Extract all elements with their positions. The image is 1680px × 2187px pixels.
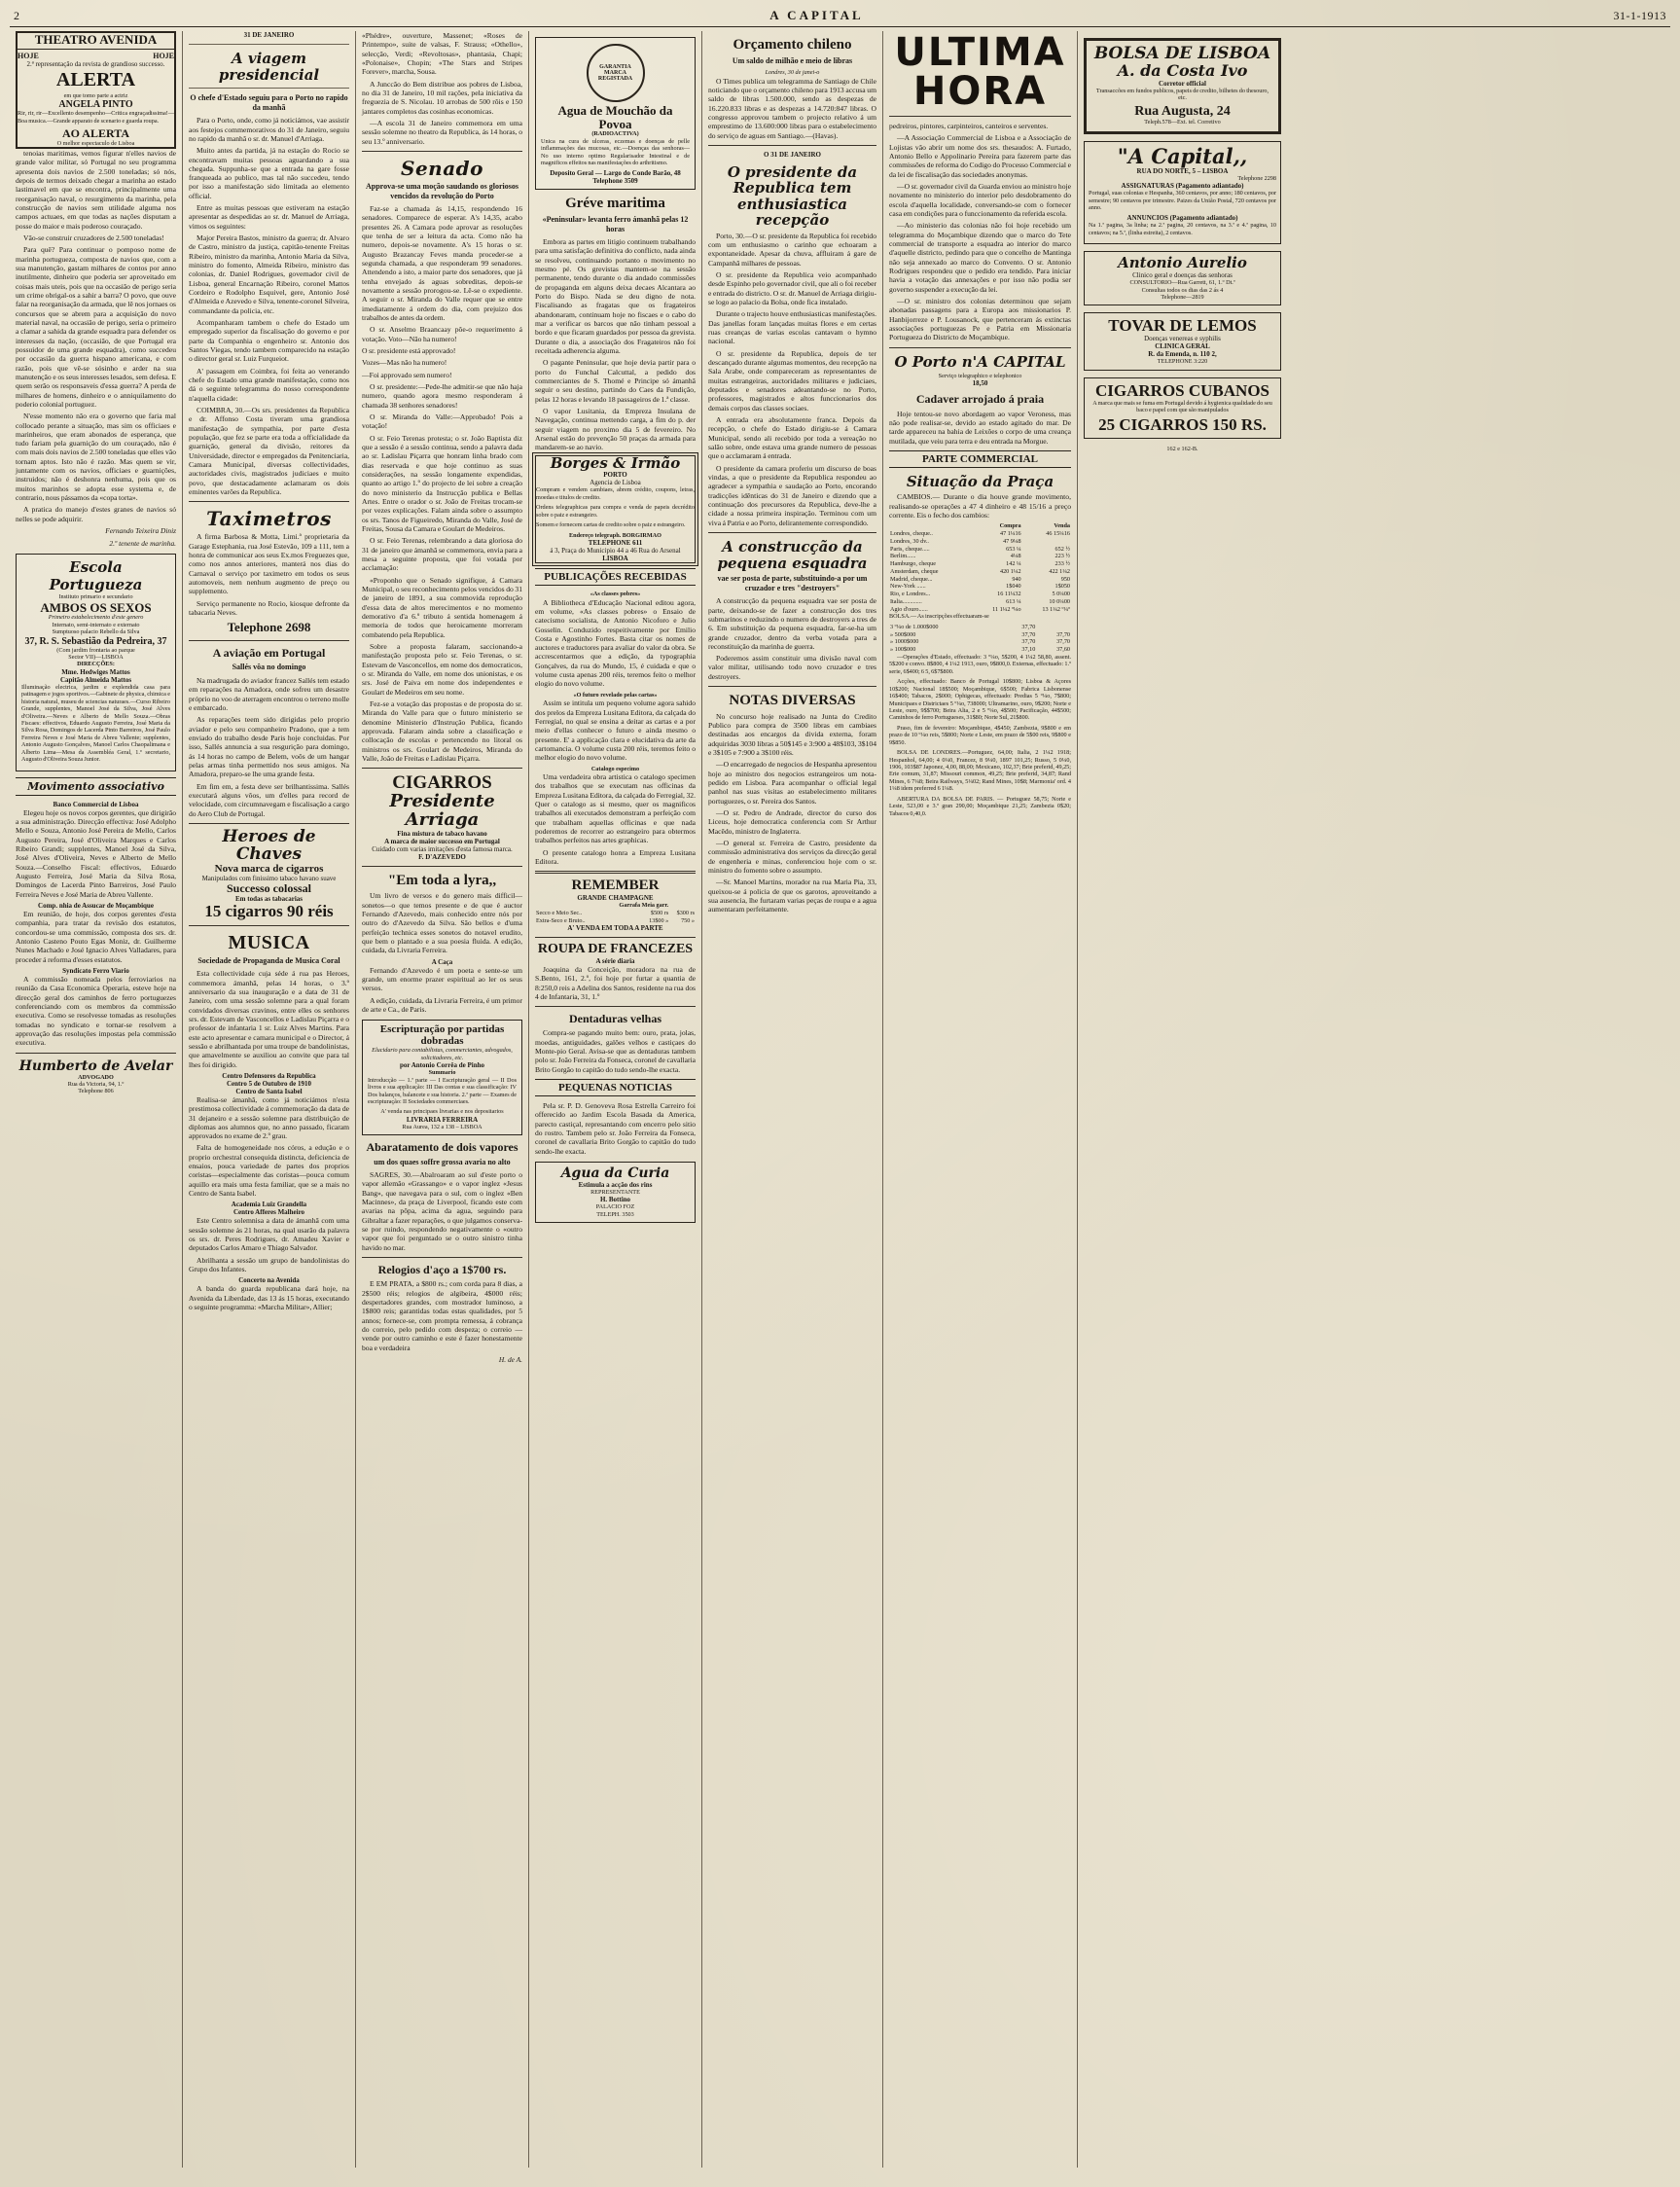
senado-p5: —Foi approvado sem numero!	[362, 370, 452, 379]
table-row: New-York ...... 1$040 1$050	[890, 583, 1070, 591]
col1-signature: Fernando Teixeira Diniz	[105, 526, 176, 536]
situacao-p1: CAMBIOS.— Durante o dia houve grande movimento, realisando-se operações a 47 4 dinheiro e 48 15/16 a preço corrente. Eis o fecho dos cambios:	[889, 492, 1071, 520]
theatro-cast-line: em que tomo parte a actriz	[63, 91, 128, 99]
curia-claim: Estimula a acção dos rins	[578, 1180, 653, 1189]
capital-ad-subs-text: Portugal, suas colonias e Hespanha, 360 centavos, por anno; 180 centavos, por semestre; 90 centavos por trimestre. Paizes da União Postal, 720 centavos por anno.	[1089, 190, 1276, 211]
ad-agua-curia[interactable]	[535, 1162, 696, 1223]
ad-cigarros-cubanos[interactable]	[1084, 377, 1281, 440]
lyra-title: "Em toda a lyra,,	[387, 872, 497, 888]
presidente-p5: A entrada era absolutamente franca. Depois da recepção, o chefe do Estado dirigiu-se á Camara Municipal, sendo ali recebido por toda a vereação no salão sobre, onde estava uma grande numero de pessoas que o acclamaram á entrada.	[708, 415, 876, 461]
capital-ad-telephone: Telephone 2298	[1237, 174, 1276, 182]
greve-maritima-title: Gréve maritima	[565, 196, 665, 212]
orcamento-p2: O Times publica um telegramma de Santiago de Chile noticiando que o orçamento chileno para 1913 accusa um saldo de libras 1.500.000, sendo as despezas de 16.220.833 libras e as despezas a 14.720:847 libras. O congresso approvou tambem o projecto relativo á um emprestimo de 13.600:000 libras para o estabelecimento do serviço de aguas em Santiago.—(Havas).	[708, 76, 876, 140]
bolsa-lisboa-title: BOLSA DE LISBOA	[1093, 44, 1271, 63]
greve-p3: O vapor Lusitania, da Empreza Insulana de Navegação, continua mettendo carga, a fim do p. der seguir viagem no proximo dia 5 de fevereiro. No Arsenal estão do prevenção 50 praças da armada para mandarem-se ao navio.	[535, 407, 696, 452]
column-1	[10, 31, 183, 2168]
escripturacao-publisher: LIVRARIA FERREIRA	[406, 1115, 479, 1124]
relogios-title: Relogios d'aço a 1$700 rs.	[377, 1263, 507, 1277]
afferes-p2: Abrilhanta a sessão um grupo de bandolinistas do Grupo dos Infantes.	[189, 1255, 349, 1274]
banco-commercial-text: Elegeu hoje os novos corpos gerentes, que dirigirão a sua administração. Direcção effectiva: José Adolpho Mello e Souza, Antonio José Pereira de Mello, Carlos Augusto Pereira, José d'Oliveira Marques e Carlos Ribeiro Grandi; supplentes, Manoel José da Silva, José Alves d'Oliveira, Neves e Alberto de Mello Souza.—Conselho Fiscal: effectivos, Eduardo Augusto Ferreira, José Maria da Silva Rosa, Domingos de Lacerda Pinto Barreiros, José Paulo Ferreira Neves e José Maria de Abreu Vallente.	[16, 807, 176, 899]
roupa-francezes-title: ROUPA DE FRANCEZES	[537, 942, 694, 957]
cigarros-warning: Cuidado com varias imitações d'esta famosa marca.	[372, 844, 513, 853]
page-number: 2	[14, 8, 20, 22]
senado-p8: O sr. Feio Terenas protesta; o sr. João Baptista diz que a sessão é a sessão continua, sendo a palavra dada ao sr. Ladislau Piçarra que honram linha brado com dias reservada e que hoje continuo as suas considerações, na sessão longamente expendidas, quanto ao artigo 1.º do projecto de lei sobre a creação do novo ministerio da Instrucção publica e Bellas Artes. Entre o orador o sr. João de Freitas trocam-se por vezes explicações. Falam ainda sobre o assumpto os srs. Tanos de Figueiredo, Miranda do Valle, José de Freitas, Sousa da Camara e Goulart de Medeiros.	[362, 433, 522, 533]
mouchao-seal-icon: GARANTIA MARCA REGISTADA	[587, 44, 645, 102]
viagem-presidencial-sub: O chefe d'Estado seguiu para o Porto no rapido da manhã	[190, 93, 348, 112]
lyra-sub: A Caça	[431, 957, 453, 966]
col3-top-text: «Phédre», ouverture, Massenet; «Roses de Printempo», suite de valsas, F. Strauss; «Othello», selecção, Verdi; «Revoltosas», phantasia, Chapi; «Polonaise», Chopin; «The Stars and Stripes Forever», marcha, Sousa.	[362, 31, 522, 77]
theatro-title: THEATRO AVENIDA	[18, 33, 174, 50]
bolsa-table	[889, 624, 1071, 654]
borges-address: á 3, Praça do Municipio 44 a 46 Rua do Arsenal	[550, 547, 681, 556]
senado-p12: Fez-se a votação das propostas e de proposta do sr. Miranda do Valle para que o futuro ministerio se denomine Ministerio d'Instrução Publica, ficando approvada. Falaram ainda sobre a classificação e collocação de escolas e pertencendo no litoral os ministros os srs. Goulart de Medeiros, Miranda do Valle, João de Freitas e Ladislau Piçarra.	[362, 699, 522, 763]
table-row: » 100$000 37,10 37,60	[890, 646, 1070, 654]
cadaver-title: Cadaver arrojado á praia	[915, 392, 1045, 407]
remember-sub: GRANDE CHAMPAGNE	[577, 894, 654, 902]
bolsa-label: BOLSA.— As inscripções effectuaram-se	[889, 613, 989, 621]
ultima-p1: pedreiros, pintores, carpinteiros, canteiros e serventes.	[889, 122, 1049, 130]
escola-sub1: Instituto primario e secundario	[58, 593, 133, 601]
column-6	[883, 31, 1078, 2168]
orcamento-sub: Um saldo de milhão e meio de libras	[732, 55, 853, 65]
musica-title: MUSICA	[228, 931, 310, 953]
col1-article-p2: Vão-se construir cruzadores de 2.500 toneladas!	[23, 233, 164, 242]
aurelio-office: CONSULTORIO—Rua Garrett, 61, 1.º Dt.ª	[1129, 279, 1235, 287]
situacao-p3: Acções, effectuado: Banco de Portugal 10$800; Lisboa & Açores 10$200; Nacional 18$500; Moçambique, 6$500; Fabrica Lisbonense 16$400; Tabacos, 2$000; Ophigecas, effectuado: Predias 5 º¼o, 7$800; Municipaes e Districtaes 5 º¼o, 738000; Ultramarino, ouro, 9$200; Norte e Leste, ouro, 9$$700; Beira Alta, 2 e 5 º¼o, 4$500; Pacificação, 44$500; Caminhos de ferro Portugueses, 31$80; Norte Sul, 21$800.	[889, 678, 1071, 722]
borges-p2: Ordens telegraphicas para compra e venda de papeis decrédito sobre o paiz e estrangeiro.	[536, 504, 695, 519]
taximetros-title: Taximetros	[206, 507, 332, 531]
presidente-p1: Porto, 30.—O sr. presidente da Republica foi recebido com um enthusiasmo o carinho que echoaram a expontaneidade. Apesar da chuva, affluiram á gare de Campanhã milhares de pessoas.	[708, 231, 876, 268]
heroes-chaves-price: 15 cigarros 90 réis	[204, 901, 334, 920]
col1-article-p5: A pratica do manejo d'estes granes de navios só nelles se pode adquirir.	[16, 505, 176, 523]
escola-dir-head: DIRECÇÕES:	[77, 661, 115, 668]
abalroamento-title: Abaratamento de dois vapores	[366, 1140, 518, 1155]
curia-rep-name: H. Bottino	[599, 1196, 631, 1204]
remember-row-2-price1: 13$00 »	[649, 916, 669, 924]
notas-diversas-title: NOTAS DIVERSAS	[729, 693, 856, 709]
escripturacao-title: Escripturação por partidas dobradas	[379, 1023, 505, 1047]
taximetros-p2: Serviço permanente no Rocio, kiosque defronte da tabacaria Neves.	[189, 598, 349, 617]
remember-price-table	[535, 902, 696, 924]
senado-p7: O sr. Miranda do Valle:—Approbado! Pois a votação!	[362, 412, 522, 431]
borges-p3: Somem e fornecem cartas de credito sobre o paiz e estrangeiro.	[536, 521, 686, 529]
newspaper-title: A CAPITAL	[769, 8, 864, 22]
tovar-name: TOVAR DE LEMOS	[1108, 316, 1257, 336]
escola-director-1: Mme. Hedwiges Mattos	[61, 667, 130, 676]
mouchao-deposit: Deposito Geral — Largo do Conde Barão, 48	[550, 169, 681, 178]
ad-escripturacao[interactable]	[362, 1020, 522, 1135]
porto-capital-time: 18,50	[972, 379, 988, 388]
cigarros-desc: Fina mistura de tabaco havano	[397, 829, 487, 838]
cubanos-title: CIGARROS CUBANOS	[1095, 380, 1269, 400]
ad-borges-irmao[interactable]	[535, 455, 696, 563]
senado-p3: O sr. presidente está approvado!	[362, 346, 456, 356]
table-row: Berlim...... 4¼8 223 ½	[890, 553, 1070, 560]
aviacao-p3: Em fim em, a festa deve ser brilhantissima. Sallés executará alguns vôos, um d'elles para record de velocidade, com circumnavegam e fiscalisação a cargo do Aero Club de Portugal.	[189, 781, 349, 818]
cigarros-maker: F. D'AZEVEDO	[418, 852, 466, 861]
santa-isabel-p1: Realisa-se ámanhã, como já noticiámos n'esta prestimosa collectividade á commemoração da data de 31 dejaneiro e a sessão solemne para distribuição de diplomas aos alumnos que, no anno passado, ficaram approvados no exame de 2.º grau.	[189, 1094, 349, 1141]
escola-l1: Primeiro estabelecimento d'este genero	[48, 614, 144, 622]
advogado-role: ADVOGADO	[78, 1073, 114, 1081]
viagem-p5: Acompanharam tambem o chefe do Estado um empregado superior da fiscalisação do governo e por parte da Companhia o engenheiro sr. Antonio dos Santos Viegas, tendo tambem comparecido na estação o director geral sr. Luiz Furqueiot.	[189, 318, 349, 364]
escola-address: 37, R. S. Sebastião da Pedreira, 37	[24, 635, 167, 647]
viagem-p4: Major Pereira Bastos, ministro da guerra; dr. Alvaro de Castro, ministro da justiça, capitão-tenente Freitas Ribeiro, ministro da marinha, Antonio Maria da Silva, ministro do fomento, Almeida Ribeiro, ministro das colonias, dr. Daniel Rodrigues, governador civil de Lisboa, general Encarnação Ribeiro, coronel Mattos Cordeiro e Rodolpho Esquivel, gere, Antonio José d'Almeida e Azevedo e Silva, tenente-coronel Silveira, commandante da policia, etc.	[189, 233, 349, 315]
centro-afferes-malheiro-head: Centro Afferes Malheiro	[232, 1208, 305, 1217]
cambios-col-compra: Compra	[999, 522, 1021, 530]
table-row: Rio, e Londres... 16 11¼32 5 0¼00	[890, 591, 1070, 598]
column-4	[529, 31, 702, 2168]
masthead	[10, 8, 1670, 27]
remember-row-1-label: Secco e Meio Sec..	[536, 909, 583, 916]
situacao-praca-title: Situação da Praça	[906, 472, 1054, 490]
borges-agency: Agencia de Lisboa	[590, 479, 641, 487]
presidente-p6: O presidente da camara proferiu um discurso de boas vindas, a que o presidente da Republica respondeu ao agradecer a sympathia e saudação ao Porto, encorando tradicções idênticas do 31 de Janeiro e dizendo que a continuação dos precursores da Republica, deve-lhe a cidade a nossa primeira inspiração. Terminou com um viva á Patria e ao Porto, delirantemente correspondido.	[708, 463, 876, 527]
remember-row-2-label: Extra-Seco e Bruto..	[536, 916, 586, 924]
publicacoes-sub3: Catalogo especimo	[590, 765, 640, 772]
escola-body: Illuminação electrica, jardim e explendida casa para patinagem e jogos sportivos.—Gabinete de physica, chimica e historia natural, museu de sciencias naturaes.—Curso Ribeiro Grande, supplentes, Manoel José da Silva, José Alves d'Oliveira.—Neves e Alberto de Mello Souza.—Obras Fiscaes: effectivos, Eduardo Augusto Ferreira, José Maria da Silva Rosa, Domingos de Lacerda Pinto Barreiros, José Paulo Ferreira Neves e José Maria de Abreu Vallente; supplentes, Antonio Augusto Gonçalves, Manoel Carlos Chaopalimana e Alberto Lima—Mesa da Assembléa Geral, 1.º secretario, Augusto d'Oliveira Souza Junior.	[21, 683, 170, 764]
mouchao-title: Agua de Mouchão da Povoa	[557, 103, 673, 131]
theatro-star: ANGELA PINTO	[58, 99, 133, 111]
abalroamento-sub: um dos quaes soffre grossa avaria no alto	[374, 1157, 511, 1166]
remember-col-bottle: Garrafa Meia garr.	[619, 902, 669, 909]
cambios-col-venda: Venda	[1054, 522, 1070, 530]
construccao-p2: A construcção da pequena esquadra vae ser posta de parte, deixando-se de fazer a construcção dos tres submarinos e reduzindo o numero de destroyers a tres de 6. Em substituição da pequena esquadra, far-se-ha um grande cruzador, dentro da verba votada para a reconstituição da marinha de guerra.	[708, 596, 876, 651]
ultima-p4: —Ao ministerio das colonias não foi hoje recebido um telegramma do Moçambique dizendo que o marco do Tete commercial de transporte a esquadra ao interior do marco d'aquelle districto, pedindo para que o concelho de Mantinga não seja annexado ao marco do Convento. O sr. Antonio Rodrigues respondeu que o pedido era tendido. Para iniciar havia a votação das annexações e por isso não podia ser governo suspender a execução da lei.	[889, 221, 1071, 294]
borges-p1: Compram e vendem cambiaes, abrem crédito, coupons, letras, moedas e titulos de credito.	[536, 486, 695, 501]
escola-l3: Sumptuoso palacio Rebello da Silva	[52, 628, 140, 636]
escola-title: Escola Portugueza	[49, 558, 143, 594]
cadaver-p1: Hoje tentou-se novo abordagem ao vapor Veroness, mas não pode realisar-se, devido ao estado agitado do mar. De tarde appareceu na bahia de Leixões o corpo de uma creança mutilada, que veiu para terra e deu entrada na Morgue.	[889, 409, 1071, 446]
heroes-chaves-success: Successo colossal	[227, 881, 311, 896]
publicacoes-p2: Assim se intitula um pequeno volume agora sahido dos prelos da Empreza Lusitana Editora, da calçada do Ferregial, no qual se ensina a deitar as cartas e a por meio d'ellas conhecer o futuro e ainda mesmo o presente. E' a applicação clara e elucidativa da arte da cartomancia. O volume custa 200 réis, teremos feito o melhor elogio do novo volume.	[535, 699, 696, 763]
table-row: Paris, cheque..... 653 ¼ 652 ½	[890, 545, 1070, 553]
bolsa-broker-address: Rua Augusta, 24	[1134, 103, 1231, 119]
viagem-p6: A' passagem em Coimbra, foi feita ao venerando chefe do Estado uma grande manifestação, como nos dá o seguinte telegramma do nosso correspondente n'aquella cidade:	[189, 366, 349, 403]
table-row: » 1000$000 37,70 37,70	[890, 638, 1070, 646]
ad-bolsa-lisboa[interactable]	[1084, 38, 1281, 134]
escripturacao-sub: Elucidario para contabilistas, commerciantes, advogados, solicitadores, etc.	[372, 1047, 513, 1061]
presidente-p3: Durante o trajecto houve enthusiasticas manifestações. Das janellas foram lançadas muitas flores e em certas ruas creanças de varias escolas cantavam o hymno nacional.	[708, 309, 876, 346]
escripturacao-author: por Antonio Corrêa de Pinho	[400, 1061, 484, 1070]
syndicato-ferro-text: A commissão nomeada pelos ferroviarios na reunião da Casa Economica Operaria, esteve hoje na direcção geral dos caminhos de ferro portuguezes conferenciando com os membros da commissão executiva. Como se resolvesse tomadas as resoluções tomadas no syndicato e tornar-se resolvem a approvação das resoluções impostas pela commissão executiva.	[16, 974, 176, 1048]
ultima-p2: —A Associação Commercial de Lisboa e a Associação de Lojistas vão abrir um nome dos srs. thesaudos: A. Furtado, Antonio Bello e Appolinario Pereira para fazerem parte das commissões de reforma do Codigo do Processo Commercial e da lei de fiscalisação das sociedades anonymas.	[889, 133, 1071, 179]
companhia-assucar-text: Em reunião, de hoje, dos corpos gerentes d'esta companhia, para tratar da revisão dos estatutos, concordou-se uma commissão, composta dos srs. dr. Antonio Casteno Pouto Egas Moniz, dr. Guilherme Nunes Machado e José Ignacio Alves Valladares, para proceder á reforma d'esses estatutos.	[16, 909, 176, 964]
situacao-p6: ABERTURA DA BOLSA DE PARIS. — Portuguez 58,75; Norte e Leste, 523,00 e 3.º gran 290,00; Moçambique 21,25; Zambezia 0$20; Tabacos 0,40,0.	[889, 795, 1071, 817]
col3-p3: —A escola 31 de Janeiro commemora em uma sessão solemne no theatro da Republica, ás 14 horas, o seu 13.º anniversario.	[362, 118, 522, 146]
porto-capital-title: O Porto n'A CAPITAL	[894, 352, 1066, 371]
escripturacao-availability: A' venda nas principaes livrarias e nos depositarios	[380, 1108, 504, 1116]
aurelio-name: Antonio Aurelio	[1118, 254, 1247, 272]
bolsa-broker-role: Corretor official	[1159, 79, 1206, 88]
remember-availability: A' VENDA EM TODA A PARTE	[567, 924, 663, 933]
greve-p2: O pagante Peninsular, que hoje devia partir para o porto do Funchal Calcuttal, a pedido dos commerciantes de S. Thomé e Principe só ámanhã seguir o seu destino, partindo do Caes da Fundição, pelas 12 horas e levando 18 passageiros de 1.ª classe.	[535, 358, 696, 404]
mouchao-radioactiva: (RADIOACTIVA)	[591, 130, 639, 138]
borges-city: PORTO	[603, 471, 627, 480]
curia-telephone: TELEPH. 3503	[596, 1210, 634, 1218]
bolsa-broker-name: A. da Costa Ivo	[1117, 60, 1248, 80]
tovar-clinic: CLINICA GERAL	[1155, 342, 1210, 351]
theatro-today-right: HOJE	[153, 51, 174, 60]
roupa-p1: Joaquina da Conceição, moradora na rua de S.Bento, 161, 2.º, foi hoje por furtar a quantia de 8:250,0 reis a Adelina dos Santos, residente na rua dos 4 de Infantaria, 31, 1.º	[535, 964, 696, 1001]
cigarros-brand: Presidente Arriaga	[389, 791, 495, 830]
ad-theatro-avenida[interactable]	[16, 31, 176, 149]
aviacao-p1: Na madrugada do aviador francez Sallés tem estado em reparações na Amadora, onde sofreu um desastre próprio no voo de aterragem encontrou o terreno molle e embarcado.	[189, 676, 349, 713]
ad-a-capital[interactable]	[1084, 141, 1281, 245]
curia-address: PALACIO FOZ	[595, 1203, 635, 1211]
col1-article-p4: N'esse momento não era o governo que faria mal collocado perante a situação, mas sim os officiaes e marinheiros, que eram abonados de esperança, que tudo fariam pela guarnição do um couraçado, não é com mais dois navios de 2.500 toneladas que elles vão tornam aptos. Isto não é razão. Mas quem se vir, juntamente com os navios, officiaes e guarnições, instruidos; não é deshonra nenhuma, pois que os muitos marinhos se adopta esse systema e, de contrario, nous pássamos da «copa torta».	[16, 412, 176, 503]
escola-sub3: Sector VII)—LISBOA	[68, 653, 124, 661]
ultima-p5: —O sr. ministro dos colonias determinou que sejam abonadas passagens para a Europa aos missionarios P. Hanbijorreze e P. Lousanock, que pertenceram ás extinctas associações portuguezas Pe e Patria em Missionaria Portugueza do Districto de Moçambique.	[889, 296, 1071, 342]
situacao-p5: BOLSA DE LONDRES.—Portuguez, 64,00; Italia, 2 1¼2 1918; Hespanhol, 64,00; 4 0¼0, Francez, 8 9¼0, 1897 101,25; Russo, 5 0¼0, 1906, 103$87 Japonez, 4,00, 88,00; Mexicano, 102,37; Brie preferid, 49,25; Erie comum, 31,87; Missouri common, 49,25; Brie preferid, 34,87; Rand Mines, 6 7¼8; Beira Railways, 5¼02; Rand Mines, 10$8; Marmonia' ord. 4 1¼8 idem preferred 6 1¼8.	[889, 749, 1071, 793]
remember-row-2-price2: 750 »	[681, 916, 695, 924]
lyra-p3: Fernando d'Azevedo é um poeta e sente-se um grande, um enorme prazer espiritual ao ler os seus versos.	[362, 965, 522, 993]
senado-p2: O sr. Anselmo Braancaay põe-o requerimento á votação. Voto—Não ha numero!	[362, 325, 522, 343]
taximetros-p1: A firma Barbosa & Motta, Limi.ª proprietaria da Garage Estephania, rua José Estevão, 109 a 111, tem a honra de communicar aos seus Ex.mos Freguezes que, como nos annos anteriores, manterá nos dias do Carnaval o serviço por taximetro em todos os seus automoveis, nem nenhum augmento de preço ou supplemento.	[189, 532, 349, 596]
greve-p1: Embora as partes em litigio continuem trabalhando para uma satisfação definitiva do conflicto, nada ainda se resolveu, continuando portanto o movimento no mesmo pé. Os grevistas mantem-se na sessão permanente, tendo durante o dia andado commissões de propaganda em alguns deixa decaes Alcantara ao Porto do Bispo. Nada se deu digno de nota. Fiscalisando as fragatas que os fragateiros abandonaram, continuam hoje no fiscaes e o cabo do mar a verificar os barcos que não tinham pessoal a bordo e que ficaram guardados por pessoa da grevista. Durante o dia, a associação dos Fragateiros não foi receitada adherencia alguma.	[535, 237, 696, 356]
table-row: Agio d'ouro...... 11 1¼2 º¼o 13 1¼2 º¼º	[890, 605, 1070, 613]
escripturacao-summary: Introducção — 1.ª parte — I Escripturação geral — II Dos livros e sua applicação: III Das contas e sua classificação: IV Dos balanços, balancete e sua historia. 2.ª parte — Exames de escripturação: II Sociedades commerciaes.	[368, 1076, 517, 1106]
notas-p4: —O general sr. Ferreira de Castro, presidente da commissão administrativa dos serviços da direcção geral de engenheria e minas, conferenciou hoje com o sr. ministro do fomento sobre o assumpto.	[708, 838, 876, 875]
theatro-slogan: AO ALERTA	[61, 125, 130, 140]
construccao-esquadra-title: A construcção da pequena esquadra	[717, 538, 868, 572]
orcamento-dateline: Londres, 30 de janei-o	[765, 69, 820, 77]
table-row: » 500$000 37,70 37,70	[890, 630, 1070, 638]
cambios-table	[889, 522, 1071, 613]
publicacoes-head: PUBLICAÇÕES RECEBIDAS	[535, 568, 696, 586]
heroes-chaves-sub: Nova marca de cigarros	[214, 862, 324, 875]
afferes-p1: Este Centro solemnisa a data de ámanhã com uma sessão solemne ás 21 horas, na qual usarão da palavra os srs. dr. Peres Rodrigues, dr. Amadeu Xavier e deputados Carlos Amaro e Thiago Salvador.	[189, 1216, 349, 1253]
col2-date-head: 31 DE JANEIRO	[243, 31, 295, 39]
centro-defensores-head: Centro Defensores da Republica	[222, 1071, 316, 1080]
pequenas-p1: Pela sr. P. D. Genoveva Rosa Estrella Carreiro foi offerecido ao Jardim Escola Basada da America, parecto castiçal, represantando com encerro pelo sitio do rostro. Tambem pelo sr. João Ferreira da Fonseca, coronel de cavallaria Brito Gorgão to capitão do tudo sendo-lhe exacta.	[535, 1101, 696, 1156]
publicacoes-sub1: «As classes pobres»	[590, 591, 641, 598]
viagem-presidencial-title: A viagem presidencial	[218, 50, 320, 84]
dentaduras-p1: Compra-se pagando muito bem: ouro, prata, jolas, moedas, antiguidades, galões velhos e castiçaes do Monte-pio Geral. Avisa-se que as dentaduras tambem polo sr. João Ferreira da Fonseca, coronel de cavallaria Brito Gorgão to capitão do tudo sendo-lhe exacta.	[535, 1028, 696, 1074]
presidente-p4: O sr. presidente da Republica, depois de ter descançado durante algumas momentos, deu recepção na Sala Arabe, onde compareceram as representantes de muitas estrangeiras, auctoridades militares e judiciaes, deputados e senadores adeantando-se no Porto, professores, magistrados e altos funccionarios dos demais corpos das classes sociaes.	[708, 348, 876, 412]
mouchao-desc: Unica na cura de ulceras, eczemas e doenças de pelle inflammações das mucosas, etc.—Doenças das senhoras— No uso interno optimo Regularisador Intestinal e de magnificos effeitos nas manifestações do arthritismo.	[541, 137, 690, 167]
advogado-telephone: Telephone 806	[78, 1088, 114, 1095]
senado-sub: Approva-se uma moção saudando os gloriosos vencidos da revolução do Porto	[366, 181, 518, 200]
columns-container	[10, 31, 1670, 2168]
ultima-hora-title: ULTIMA HORA	[894, 31, 1066, 114]
senado-p6: O sr. presidente:—Pede-lhe admitir-se que não haja numero, quando agora mesmo responderam á chamada 38 senhores senadores!	[362, 382, 522, 410]
abalroamento-p1: SAGRES, 30.—Abalroaram ao sul d'este porto o vapor allemão «Grassango» e o vapor inglez «Jesus Bang», que navegava para o sul, com o inglez «Ben Macinnes», da praça de Liverpool, ficando este com avarias na pôpa, acima da agua, seguindo para Gibraltar a fazer reparações, o que julgamos conserva-se por ruindo, respondendo negativamente o «outro vapor que foi perguntado se o outro sinistro tinha havido no mar.	[362, 1170, 522, 1252]
ad-escola-portugueza[interactable]	[16, 554, 176, 771]
escola-big: AMBOS OS SEXOS	[40, 599, 152, 615]
remember-row-1-price1: $500 rs	[650, 909, 669, 916]
senado-p4: Vozes—Mas não ha numero!	[362, 358, 447, 368]
cigarros-claim: A marca de maior successo em Portugal	[384, 837, 500, 845]
concerto-p1: A banda do guarda republicana dará hoje, na Avenida da Liberdade, das 13 ás 15 horas, executando o seguinte programma: «Marcha Militar», Allier;	[189, 1284, 349, 1312]
heroes-chaves-desc: Manipulados com finissimo tabaco havano suave	[201, 875, 337, 883]
table-row: Hamburgo, cheque 142 ¼ 233 ½	[890, 560, 1070, 568]
aurelio-hours: Consultas todos os dias das 2 ás 4	[1141, 286, 1224, 294]
concerto-avenida-head: Concerto na Avenida	[238, 1276, 300, 1285]
capital-ad-ann-text: Na 1.ª pagina, 3a linha; na 2.ª pagina, 20 centavos, na 3.ª e 4.ª pagina, 10 centavos; na 5.ª, (linha estreita), 2 centavos.	[1089, 222, 1276, 236]
theatro-footer: O melhor espectaculo de Lisboa	[56, 139, 135, 147]
mouchao-telephone: Telephone 3509	[592, 177, 638, 186]
publicacoes-p4: O presente catalogo honra a Empreza Lusitana Editora.	[535, 847, 696, 866]
taximetros-telephone: Telephone 2698	[227, 620, 311, 635]
publicacoes-p1: A Bibliotheca d'Educação Nacional editou agora, em volume, «As classes pobres» o Ensaio de catecismo socialista, de Antonio Nicoforo e Julio Gosselin. Conduzido respeitivamente por Emilio Costa e Agostinho Fortes. Basta citar os nomes de auctores e traductores para avaliar do valor da obra. Se accrescentarmos que a edição, da typographia Gonçalves, da rua do Mundo, 15, é cuidada e que o volume custa apenas 200 réis, teremos feito o melhor elogio do novo volume.	[535, 597, 696, 689]
capital-ad-title: "A Capital,,	[1117, 143, 1248, 168]
column-5	[702, 31, 883, 2168]
issue-date: 31-1-1913	[1613, 8, 1666, 22]
situacao-p2: —Operações d'Estado, effectuado: 3 º¼o, 5$200, 4 1¼2 58,80, assent. 5$200 e convo. 8$800, 4 1¼2 1913, ouro, 9$800,0. Externas, effectuado: 1.º serie, 6$400; 6 5, 6$7$800.	[889, 653, 1071, 675]
syndicato-ferro-head: Syndicato Ferro Viario	[62, 966, 129, 975]
tovar-speciality: Doenças venereas e syphilis	[1144, 335, 1221, 343]
situacao-p4: Praso, fim de fevereiro: Moçambique, 4$450; Zambezia, 9$800 e em prazo de 10 º¼o reis, 5$800; Norte e Leste, em prazo de 5$00 reis, 9$800 e 9$850.	[889, 724, 1071, 746]
ad-footer-ref: 162 e 162-B.	[1166, 446, 1198, 453]
santa-isabel-p2: Falta de homogeneidade nos córos, a edução e o proprio orchestral consequida distincta, deficiencia de ensaios, pouca variedade de partes dos proprios coristas—especialmente das coristas—pouca comum aquillo era mais uma festa familiar, que se a mais no Centro de Santa Isabel.	[189, 1143, 349, 1199]
viagem-p7: COIMBRA, 30.—Os srs. presidentes da Republica e dr. Affonso Costa tiveram uma grandiosa manifestação de sympathia, por parte d'esta população, que fez se parte era toda a officialidade da guarnição, general da divisão, reitores da Universidade, director e empregados da Penitenciaria, Camara Municipal, diversas collectividades, auctoridades civis, magistrados judiciaes e muito povo, que destacadamente aclamaram os dois eminentes varões da Republica.	[189, 406, 349, 496]
escripturacao-summary-label: Summario	[428, 1069, 456, 1077]
banco-commercial-head: Banco Commercial de Lisboa	[53, 800, 139, 808]
cubanos-desc: A marca que mais se fuma em Portugal devido á hygienica qualidade do seu baco e papel com que são manipulados	[1092, 399, 1272, 413]
notas-p5: —Sr. Manoel Martins, morador na rua Maria Pia, 33, queixou-se á policia de que os garotos, aproveitando a sua ausencia, lhe furtaram varias peças de roupa e a agua aumentaram perfeitamente.	[708, 878, 876, 914]
notas-p2: —O encarregado de negocios de Hespanha apresentou hoje ao ministro dos negocios estrangeiros um nota-pedido em Lisboa. Para acompanhar o official legal panhol nas suas visitas ao estabelecimento militares portuguezes, o sr. Pereira dos Santos.	[708, 760, 876, 806]
aviacao-p2: As reparações teem sido dirigidas pelo proprio aviador e pelo seu companheiro Pradono, que a tem enviado do trabalho desde Paris hoje concluidas. Por isso, Sallés annuncia a sua resgurição para domingo, ás 14 horas no campo de Belem, voôs de um hangar pelas armas tinha permettido nos seus amigos. Na Amadora, preparo-se lhe uma grande festa.	[189, 715, 349, 779]
heroes-chaves-where: Em todas as tabacarias	[234, 894, 304, 903]
col1-article-p1: tenoias maritimas, vemos figurar n'elles navios de grande valor militar, só Portugal no seu programma apresenta dois navios de 2.500 toneladas; só nós, depois de termos deixado chegar a marinha ao estado lastimavel em que se encontra, principalmente uma reorganisação naval, o resurgimento da marinha, pela construcção de navios sem utilidade alguma nos campos actuaes, em que todas as nações disputam a posse do maior e mais poderoso couraçado.	[16, 148, 176, 231]
borges-telegraph: Endereço telegraph. BORGIRMAO	[569, 531, 661, 539]
cubanos-price: 25 CIGARROS 150 RS.	[1098, 415, 1267, 435]
notas-p3: —O sr. Pedro de Andrade, director do curso dos Liceus, hoje democratica conferencia com Sr Arthur Macêdo, ministro de Inglaterra.	[708, 807, 876, 836]
construccao-p3: Poderemos assim constituir uma divisão naval com valor militar, utilisando todo novo cruzador e tres destroyers.	[708, 654, 876, 681]
cigarros-title: CIGARROS	[392, 772, 492, 794]
theatro-line1: 2.ª representação da revista de grandioso successo.	[26, 59, 165, 68]
column-2	[183, 31, 356, 2168]
remember-row-1-price2: $300 rs	[676, 909, 695, 916]
theatro-desc: Rir, rir, rir—Excellento desempenho—Critica engraçadissima!—Boa musica.—Grande apparato de scenario e guarda roupa.	[18, 110, 174, 125]
dentaduras-title: Dentaduras velhas	[568, 1012, 661, 1026]
presidente-republica-title: O presidente da Republica tem enthusiastica recepção	[727, 162, 858, 230]
ad-antonio-aurelio[interactable]	[1084, 251, 1281, 305]
remember-title: REMEMBER	[571, 878, 660, 894]
escripturacao-address: Rua Aurea, 132 a 138 – LISBOA	[402, 1123, 483, 1130]
viagem-p3: Entre as muitas pessoas que estiveram na estação apresentar as despedidas ao sr. dr. Manuel de Arriaga, vimos os seguintes:	[189, 203, 349, 231]
escola-director-2: Capitão Almeida Mattos	[59, 675, 132, 684]
curia-rep-label: REPRESENTANTE	[590, 1188, 640, 1196]
movimento-associativo-head: Movimento associativo	[16, 777, 176, 796]
centro-5-outubro-head: Centro 5 de Outubro de 1910	[226, 1079, 312, 1088]
centro-santa-isabel-head: Centro de Santa Isabel	[235, 1087, 303, 1095]
publicacoes-sub2: «O futuro revelado pelas cartas»	[573, 691, 658, 699]
ultima-p3: —O sr. governador civil da Guarda enviou ao ministro hoje novamente no ministerio do interior pelo desdobramento do escola d'aquella localidade, conversando-se com o fornecer casa em condições para o funccionamento da referida escola.	[889, 181, 1071, 218]
column-3	[356, 31, 529, 2168]
col3-p2: A Junccão do Bem distribue aos pobres de Lisboa, no dia 31 de Janeiro, 10 mil rações, pela iniciativa da freguezia de S. Nicolau. 10 arrobas de 500 rôis e 150 jantares completos das cosinhas economicas.	[362, 79, 522, 116]
presidente-p2: O sr. presidente da Republica veio acompanhado desde Espinho pelo governador civil, que ali o foi receber e entrada do districto. O sr. dr. Manuel de Arriaga dirigiu-se logo ao palacio da Bolsa, onde fica instalado.	[708, 270, 876, 307]
tovar-address: R. da Emenda, n. 110 2,	[1148, 350, 1217, 359]
aurelio-speciality: Clinico geral e doenças das senhoras	[1132, 271, 1233, 280]
bolsa-broker-desc: Transaccões em fundos publicos, papeis de credito, bilhetes do thesouro, etc.	[1095, 87, 1269, 102]
theatro-today-left: HOJE	[18, 51, 39, 60]
capital-ad-subs-head: ASSIGNATURAS (Pagamento adiantado)	[1121, 182, 1244, 191]
musica-p1: Esta collectividade cuja séde á rua pas Heroes, commemora ámanhã, pelas 14 horas, o 3.º anniversario da sua inauguração e a data de 31 de Janeiro, com uma sessão solemne para a qual foram convidados diversas cravinos, entre elles os senhores srs. dr. Estevam de Vasconcellos e Ladislau Piçarra e o professor de infantaria 1 sr. Luiz Alves Martins. Para este acto apresentar e camara municipal e o Director, á sessão e abrilhantada por uma troupe de bandolinistas, que amavelmente se auxiliou ao convite que para tal lhes foi dirigido.	[189, 969, 349, 1069]
senado-p9: O sr. Feio Terenas, relembrando a data gloriosa do 31 de janeiro que ámanhã se commemora, envia para a mesa a seguinte proposta, que foi votada por acclamação:	[362, 536, 522, 573]
notas-p1: No concurso hoje realisado na Junta do Credito Publico para compra de 3500 libras em cambiaes destinadas aos encargos da divida externa, foram adquiridas 3030 libras a 50$145 e 3:900 a 48$103, 3$104 e 3$105 e 7:900 a 3$100 réis.	[708, 711, 876, 757]
senado-p10: «Proponho que o Senado signifique, á Camara Municipal, o seu reconhecimento pelos vencidos do 31 de janeiro de 1891, a sua commovida reprodução d'essa data de altos merecimentos e no momento demorativo d'a 6.º tributo á sentida homenagem á memoria de todos que heroicamente morreram combatendo pela Republica.	[362, 575, 522, 639]
musica-sub: Sociedade de Propaganda de Musica Coral	[197, 955, 340, 965]
ad-tovar-de-lemos[interactable]	[1084, 312, 1281, 370]
porto-capital-sub: Serviço telegraphico e telephonico	[938, 373, 1022, 380]
theatro-show-title: ALERTA	[55, 68, 136, 90]
orcamento-chileno-title: Orçamento chileno	[733, 37, 852, 53]
heroes-chaves-title: Heroes de Chaves	[222, 826, 316, 864]
lyra-p4: A edição, cuidada, da Livraria Ferreira, é um primor de arte e Ca., de Paris.	[362, 995, 522, 1014]
aviacao-sub: Sallés vôa no domingo	[232, 663, 306, 672]
borges-lisboa: LISBOA	[602, 555, 628, 563]
aviacao-title: A aviação em Portugal	[212, 646, 326, 661]
curia-title: Agua da Curia	[560, 1165, 670, 1182]
parte-commercial-head: PARTE COMMERCIAL	[889, 450, 1071, 468]
advogado-address: Rua da Victoria, 94, 1.º	[67, 1080, 125, 1088]
academia-grandella-head: Academia Luiz Grandella	[231, 1201, 307, 1209]
relogios-p1: E EM PRATA, a $800 rs.; com corda para 8 dias, a 2$500 réis; relogios de algibeira, 4$000 réis; despertadores grandes, com mostrador luminoso, a 1$800 reis; garantidas todas estas qualidades, por 5 annos; fornece-se, com prompta remessa, á cobrança do correio, pelo pedido com despeza; o correio — vende por outro caminho e este é fazer honestamente boa e verdadeira	[362, 1279, 522, 1352]
capital-ad-address: RUA DO NORTE, 5 – LISBOA	[1136, 166, 1229, 175]
escola-l2: Internato, semi-internato e externato	[52, 621, 140, 628]
senado-title: Senado	[401, 156, 483, 180]
col3-signature: H. de A.	[498, 1354, 522, 1364]
tovar-telephone: TELEPHONE 3:220	[1157, 358, 1208, 366]
table-row: Amsterdam, cheque 420 1¼2 422 1¼2	[890, 567, 1070, 575]
col5-date-head: O 31 DE JANEIRO	[764, 150, 821, 159]
publicacoes-p3: Uma verdadeira obra artistica o catalogo specimen dos trabalhos que se executam nas officinas da Empreza Lusitana Editora, da calçada do Ferregial, 32. Quer o catalogo as si mesmo, quer os magnificos trabalhos ali executados demonstram a perfeição com que trabalham aquellas officinas e que nada poderemos de recorrer ao estrangeiro para obtermos trabalhos perfeitos nas artes graphicas.	[535, 771, 696, 845]
table-row: Londres, cheque.. 47 1¼16 46 15¼16	[890, 530, 1070, 538]
pequenas-noticias-head: PEQUENAS NOTICIAS	[535, 1079, 696, 1096]
viagem-p2: Muito antes da partida, já na estação do Rocio se encontravam muitas pessoas aguardando a sua chegada. Suppunha-se que a entrada na gare fosse franqueada ao publico, mas tal não succedeu, tendo por isso a manifestação sido limitada ao elemento official.	[189, 146, 349, 200]
col1-signature-role: 2.º tenente de marinha.	[109, 539, 176, 549]
construccao-sub: vae ser posta de parte, substituindo-a por um cruzador e tres "destroyers"	[717, 574, 868, 592]
capital-ad-ann-head: ANNUNCIOS (Pagamento adiantado)	[1126, 214, 1238, 223]
senado-p1: Faz-se a chamada ás 14,15, respondendo 16 senadores. Comparece de esperar. A's 14,35, acabo presentes 26. A Camara pode aprovar as resoluções que tenha de ser a leitura da acta. Como não ha numero, depois-se novamente. A's 15 horas o sr. Augusto Brazancay Feves manda proceder-se a segunda chamada, a que responderam 99 senadores. Attendendo a isto, a maior parte dos senadores, que já tenha envejado ás aguas sobreditas, depois-se novamente a sessão prorogou-se. Lê-se o expediente. A seguir o sr. Miranda do Valle requer que se entre imediatamente á ordem do dia, com prejuizo dos trabalhos de antes da ordem.	[362, 204, 522, 323]
aurelio-telephone: Telephone—2819	[1161, 293, 1204, 301]
column-7	[1078, 31, 1287, 2168]
borges-title: Borges & Irmão	[550, 453, 681, 472]
greve-sub: «Peninsular» levanta ferro ámanhã pelas 12 horas	[542, 214, 689, 233]
table-row: Italia............. 613 ¼ 10 0¼00	[890, 597, 1070, 605]
bolsa-broker-telephone: Teleph.578—Ext. tel. Corretivo	[1144, 119, 1221, 126]
roupa-sub: A série diaria	[595, 956, 635, 965]
col1-article-p3: Para quê? Para continuar o pomposo nome de marinha portugueza, composta de navios que, com a sua manutenção, gastam milhares de contos por anno inutilmente, dinheiro que poderia ser aproveitado em coisas mais uteis, pois que na occasião de perigo seria um crime obrigal-os a sahir a barra? O povo, que ouve falar na reorganisação da armada, que lê nos jornaes os concursos que se abrem para a acquisição do novo material naval, na occasião de perigo, seria o primeiro a clamar a sahida da grande esquadra para defender os interesses da nação, (occasião, de que Portugal era possuidor de uma grande esquadra), como succedeu por occasião da guerra hispano americana, e com razão, pois que vê-se sósinho e arder na sua manutenção e os seus interesses lesados, sem defesa. E quem serão os responsaveis d'essa guerra? A perda de milhares de homens, dinheiro e o anniquilamento do poderio colonial portuguez.	[16, 245, 176, 409]
table-row: Madrid, cheque... 940 950	[890, 575, 1070, 583]
table-row: Londres, 30 dv.. 47 9¼8	[890, 537, 1021, 545]
lyra-p1: Um livro de versos e do genero mais difficil—sonetos—o que temos presente e de que é auctor Fernando d'Azevedo, mais conhecido entre nós por outro do d'Azevedo da Silva. São bellos e d'uma perfeição technica esses sonetos do notavel erudito, que bem o plantado e a sua poesia fluida. A edição, cuidada, da Livraria Ferreira.	[362, 891, 522, 955]
companhia-assucar-head: Comp. nhia de Assucar de Moçambique	[38, 901, 154, 910]
borges-telephone: TELEPHONE 611	[588, 539, 643, 548]
ad-agua-mouchao[interactable]	[535, 37, 696, 190]
senado-p11: Sobre a proposta falaram, saccionando-a manifestação proposta pelo sr. Feio Terenas, o sr. Estevam de Vasconcellos, em nome dos democraticos, o sr. Miranda do Valle, em nome dos unionistas, e os srs. José de Paiva em nome dos independentes e Goulart de Medeiros em seu nome.	[362, 641, 522, 697]
viagem-p1: Para o Porto, onde, como já noticiámos, vae assistir aos festejos commemorativos do 31 de Janeiro, seguiu no rapido da manhã o sr. dr. Manuel d'Arriaga.	[189, 116, 349, 143]
advogado-name: Humberto de Avelar	[18, 1058, 173, 1074]
table-row: 3 º¼o de 1.000$000 37,70	[890, 623, 1036, 630]
escola-sub2: (Com jardim frontaria ao parque	[56, 646, 135, 654]
